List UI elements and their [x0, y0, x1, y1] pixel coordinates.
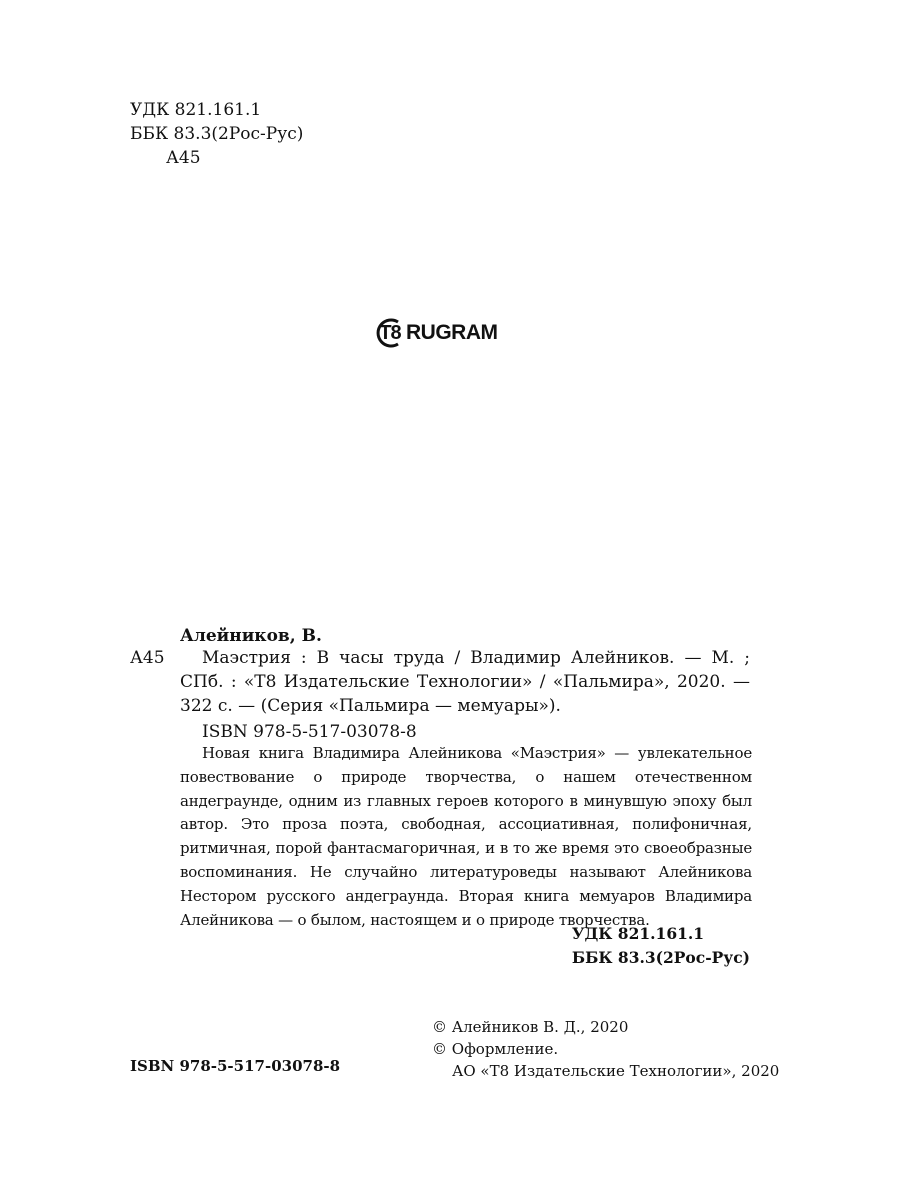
catalog-annotation: Новая книга Владимира Алейникова «Маэстрия» — увлекательное повествование о природе творчества, о нашем отечественном андеграунде, одним из главных героев которого в минувшую эпоху был автор. Это проза поэта, свободная, ассоциативная, полифоничная, ритмичная, порой фантасмагоричная, и в то же время это своеобразные воспоминания. Не случайно литературоведы называют Алейникова Нестором русского андеграунда. Вторая книга мемуаров Владимира Алейникова — о былом, настоящем и о природе творчества. — [180, 744, 752, 929]
catalog-udk: УДК 821.161.1 — [571, 924, 705, 943]
catalog-classification — [572, 922, 750, 970]
publisher-logo — [372, 318, 498, 348]
udk-code: УДК 821.161.1 — [130, 100, 262, 120]
copyright-design: © Оформление. — [432, 1040, 559, 1058]
catalog-description: Маэстрия : В часы труда / Владимир Алейников. — М. ; СПб. : «Т8 Издательские Технологии» / «Пальмира», 2020. — 322 с. — (Серия «Пальмира — мемуары»). — [180, 648, 750, 716]
catalog-bbk: ББК 83.3(2Рос-Рус) — [571, 948, 750, 967]
copyright-block — [432, 1016, 779, 1082]
logo-name: RUGRAM — [406, 321, 498, 344]
catalog-author-mark: А45 — [130, 648, 165, 668]
catalog-isbn: ISBN 978-5-517-03078-8 — [202, 722, 417, 742]
top-classification-block — [130, 98, 303, 170]
author-mark: А45 — [166, 148, 201, 168]
catalog-author: Алейников, В. — [180, 626, 322, 646]
copyright-author: © Алейников В. Д., 2020 — [432, 1018, 629, 1036]
bbk-code: ББК 83.3(2Рос-Рус) — [130, 124, 304, 144]
copyright-publisher: АО «Т8 Издательские Технологии», 2020 — [452, 1062, 780, 1080]
logo-mark-text: T8 — [379, 321, 401, 344]
t8-logo-icon — [372, 318, 402, 348]
footer-isbn: ISBN 978-5-517-03078-8 — [130, 1057, 341, 1075]
